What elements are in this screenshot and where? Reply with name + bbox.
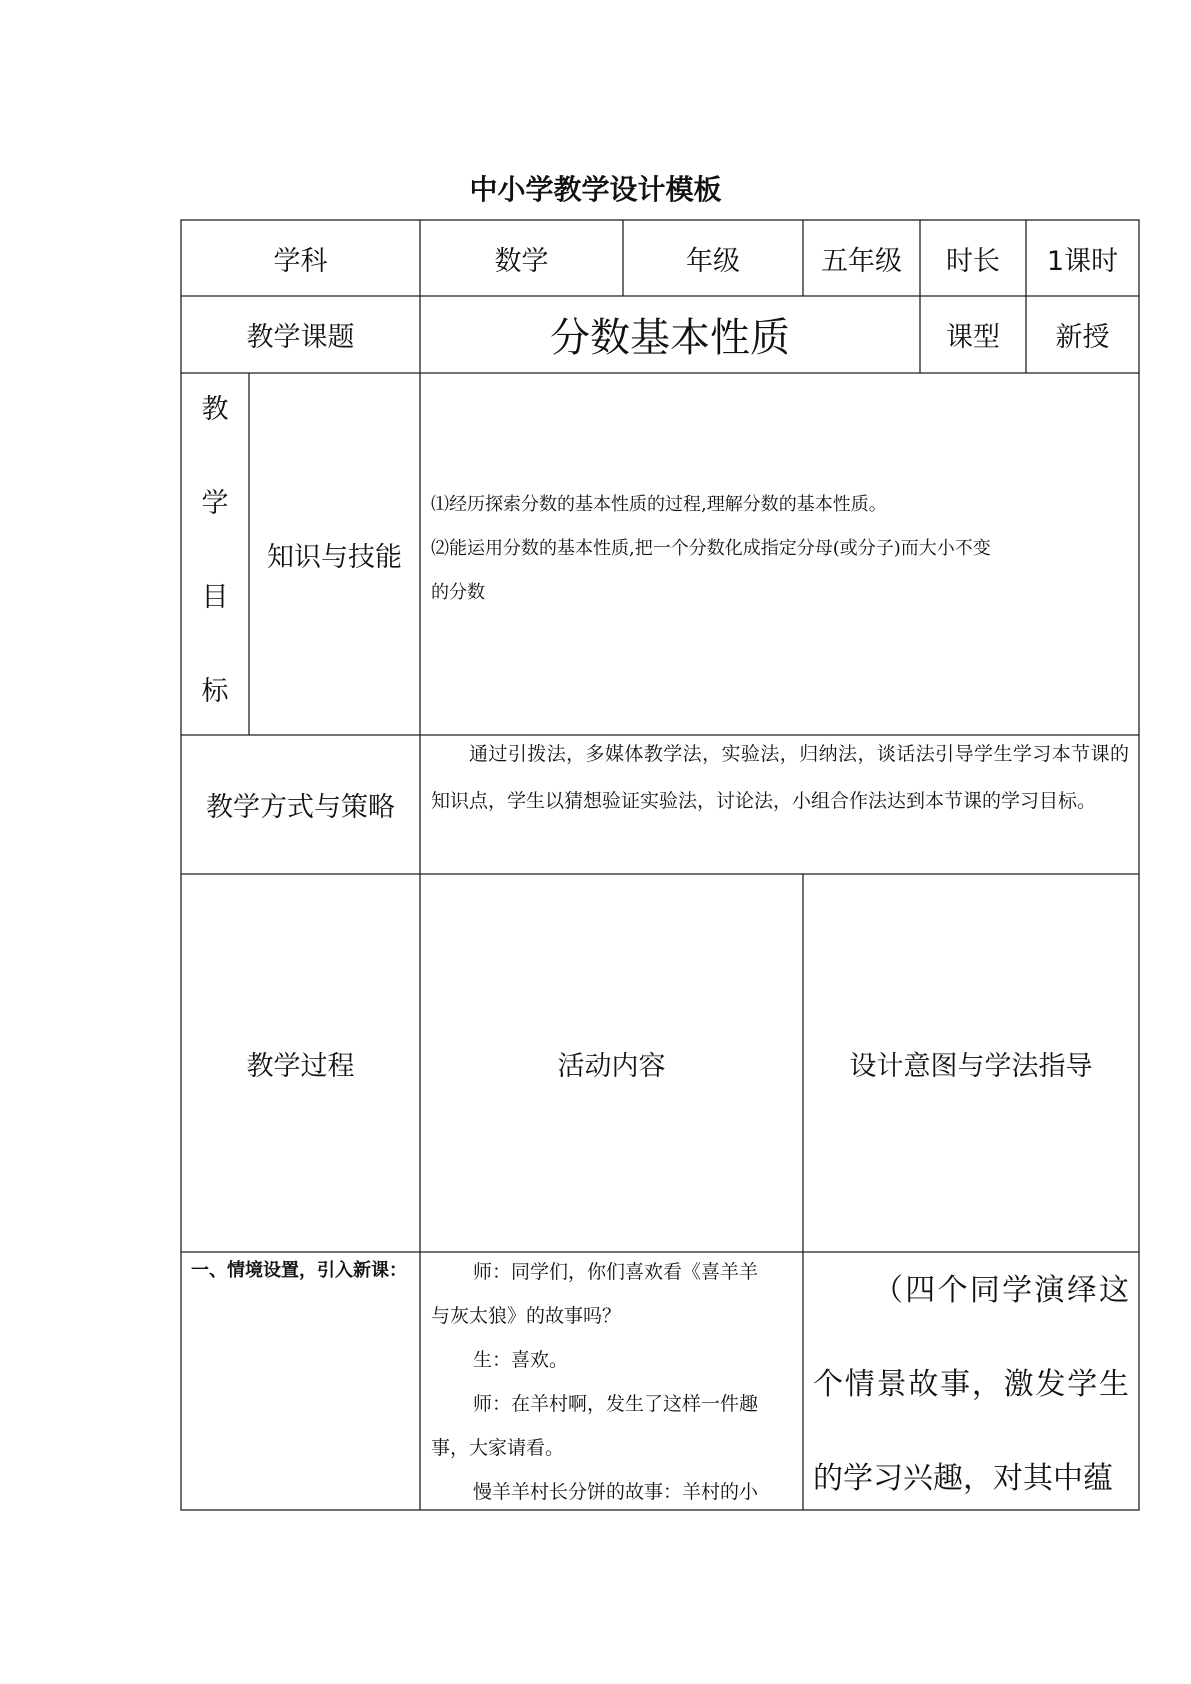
stage-activity: [431, 1250, 797, 1514]
subject-label: 学科: [273, 245, 328, 277]
activity-line: 师：在羊村啊，发生了这样一件趣: [473, 1393, 759, 1415]
topic-value: 分数基本性质: [550, 315, 790, 361]
design-intent-text: （四个同学演绎这个情景故事，激发学生的学习兴趣，对其中蕴: [813, 1273, 1129, 1496]
objective-category: 知识与技能: [267, 541, 402, 573]
objective-line: 的分数: [431, 582, 485, 603]
objectives-side-char: 学: [201, 488, 229, 519]
duration-value: 1课时: [1046, 245, 1119, 277]
lesson-type-label: 课型: [946, 322, 1000, 353]
activity-line: 师：同学们，你们喜欢看《喜羊羊: [473, 1261, 759, 1283]
objectives-side-char: 标: [201, 676, 229, 707]
objective-line: ⑴经历探索分数的基本性质的过程,理解分数的基本性质。: [431, 494, 887, 515]
objectives-side-char: 目: [201, 582, 229, 613]
objectives-side-char: 教: [201, 394, 229, 425]
activity-line: 慢羊羊村长分饼的故事：羊村的小: [473, 1481, 759, 1503]
method-label: 教学方式与策略: [206, 792, 395, 823]
objective-line: ⑵能运用分数的基本性质,把一个分数化成指定分母(或分子)而大小不变: [431, 538, 991, 559]
subject-value: 数学: [494, 245, 549, 277]
grade-label: 年级: [686, 245, 740, 277]
objectives-side-label: [181, 373, 249, 735]
topic-label: 教学课题: [246, 322, 355, 353]
stage-label: 一、情境设置，引入新课：: [191, 1260, 407, 1281]
process-header-design: 设计意图与学法指导: [849, 1050, 1093, 1082]
method-text: 通过引拨法，多媒体教学法，实验法，归纳法，谈话法引导学生学习本节课的知识点，学生以猜想验证实验法，讨论法，小组合作法达到本节课的学习目标。: [431, 743, 1129, 812]
document-title: 中小学教学设计模板: [469, 173, 722, 206]
activity-line: 与灰太狼》的故事吗？: [431, 1305, 622, 1327]
process-header-stage: 教学过程: [246, 1050, 355, 1082]
objectives-text: [431, 483, 1131, 615]
activity-line: 事，大家请看。: [431, 1437, 565, 1459]
duration-label: 时长: [946, 245, 1000, 277]
lesson-type-value: 新授: [1055, 322, 1110, 353]
process-header-activity: 活动内容: [557, 1050, 666, 1082]
activity-line: 生：喜欢。: [473, 1349, 569, 1371]
grade-value: 五年级: [821, 245, 902, 277]
